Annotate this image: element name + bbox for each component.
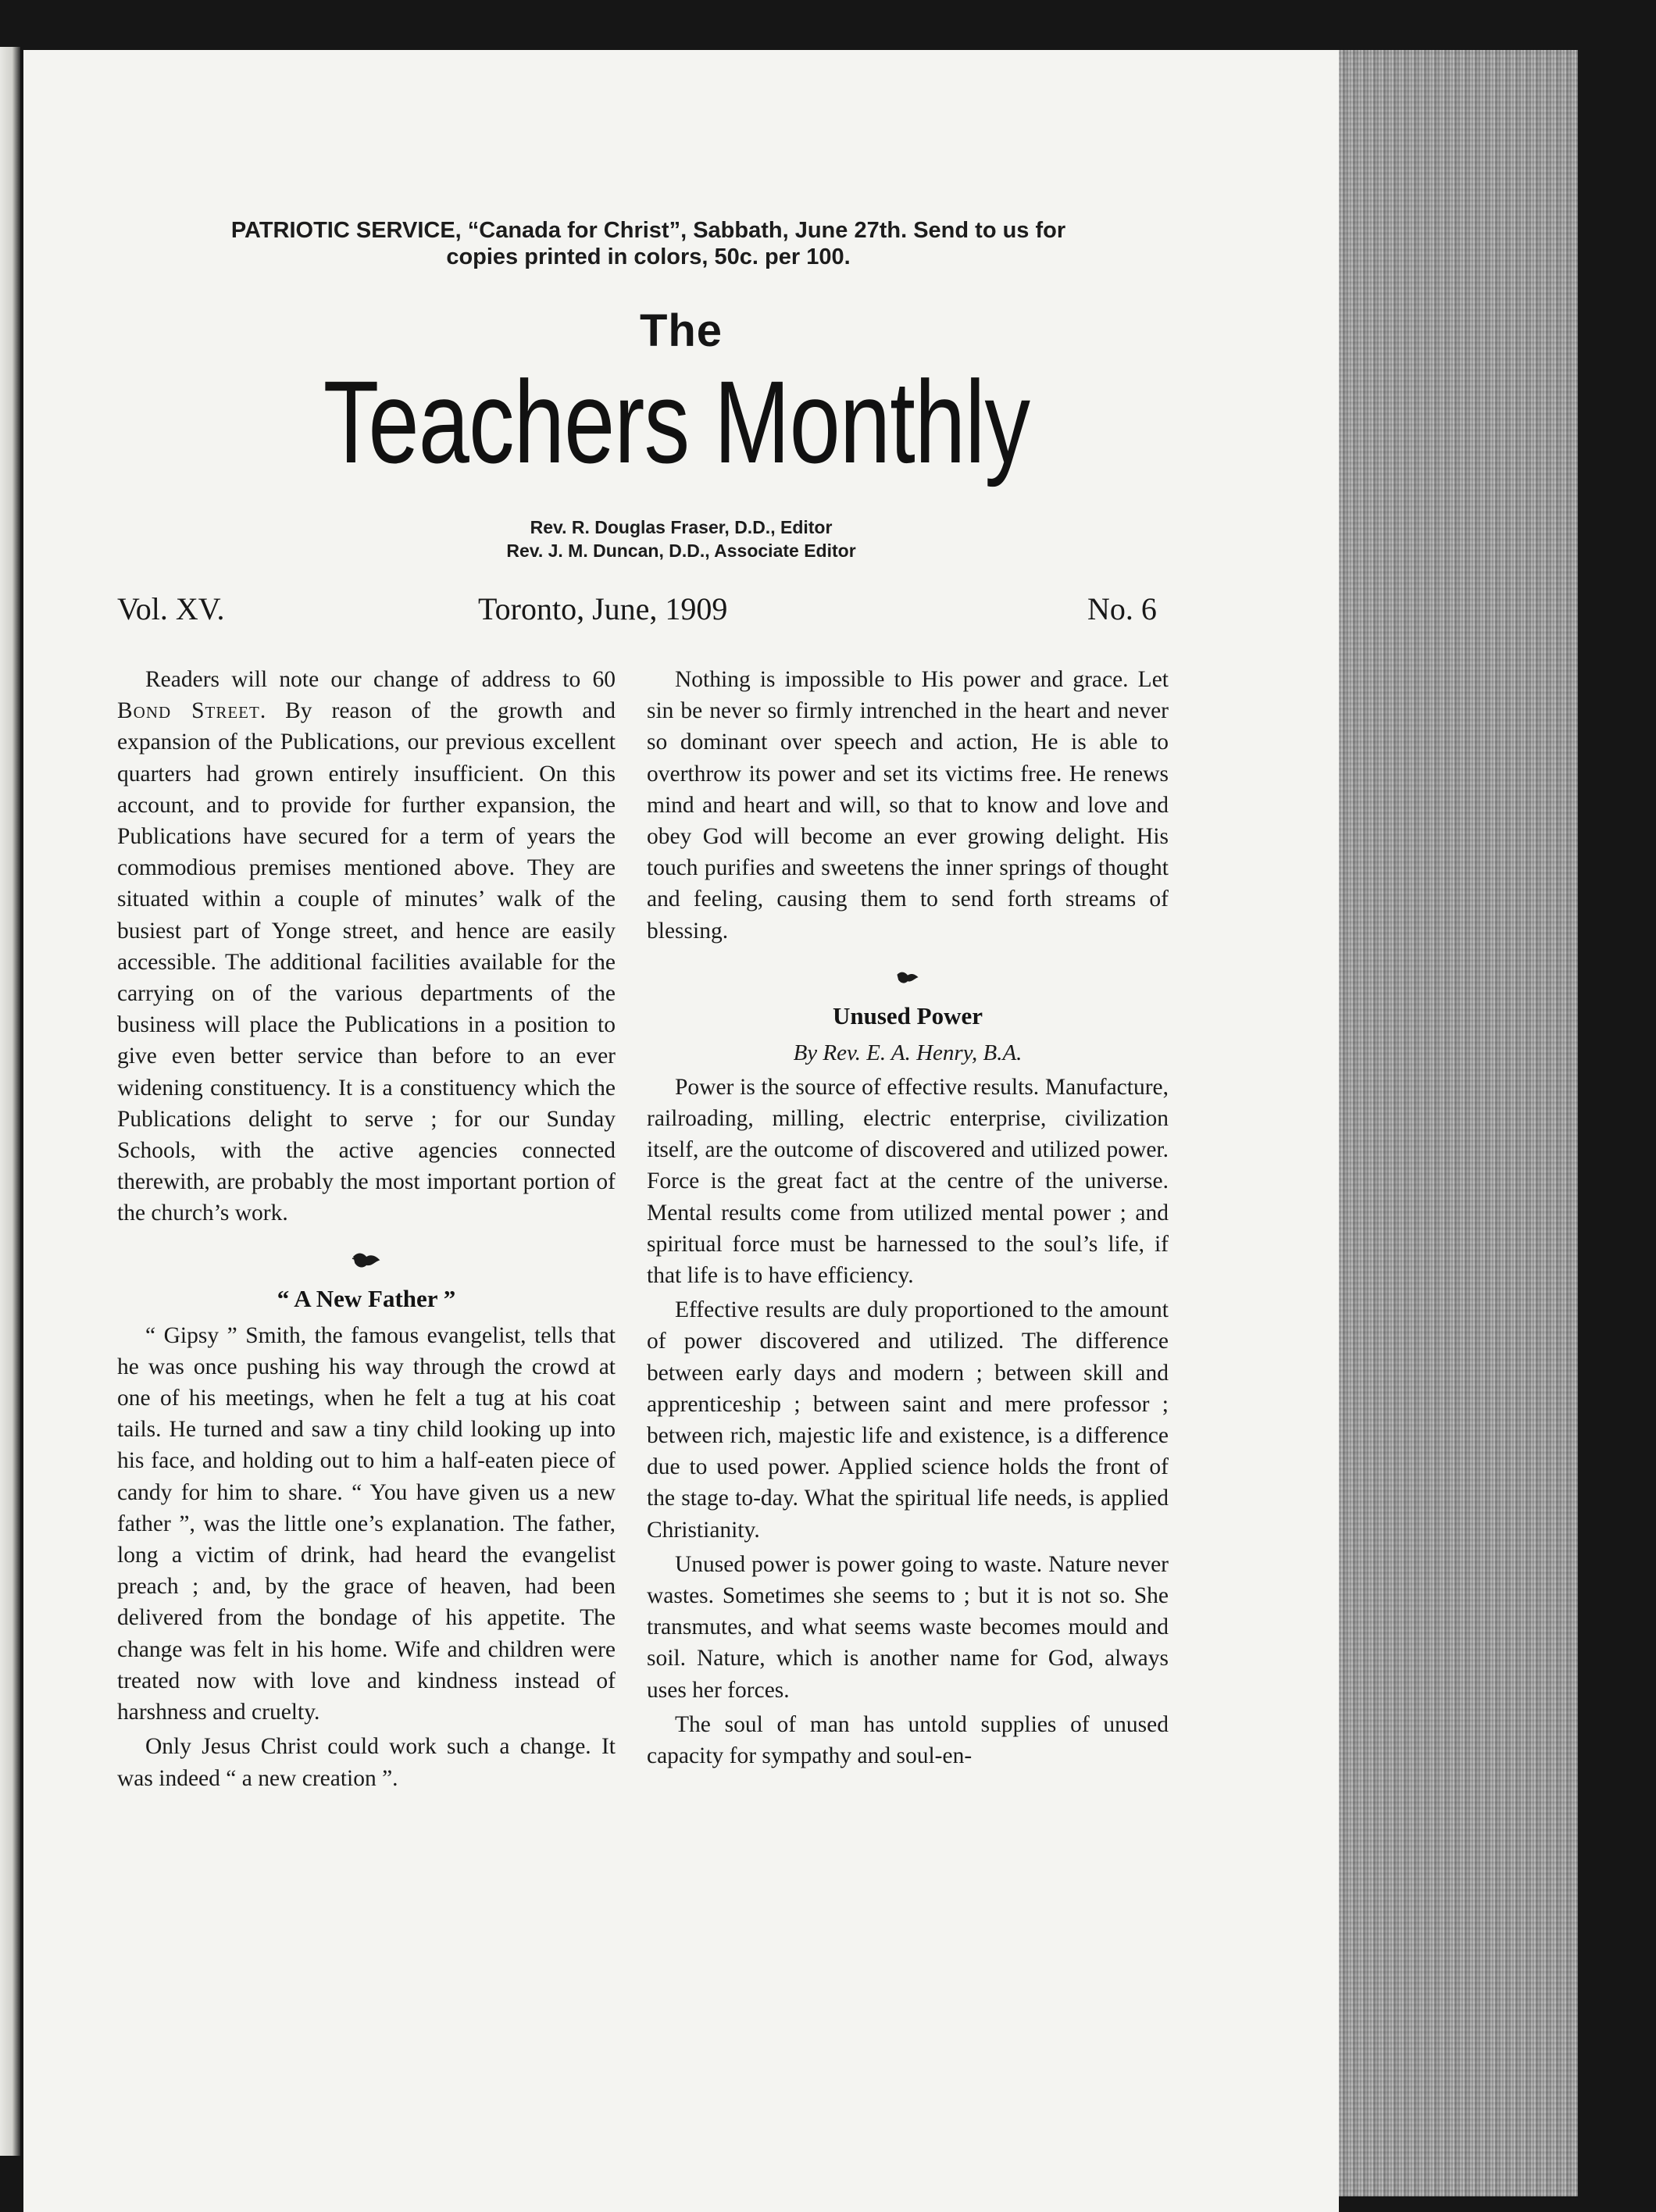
continuation-paragraph: Nothing is impossible to His power and grace. Let sin be never so firmly intrenched in the heart and never so dominant over speech and action, He is able to overthrow its power and set its victims free. He renews mind and heart and will, so that to know and love and obey God will become an ever growing delight. His touch purifies and sweetens the inner springs of thought and feeling, causing them to send forth streams of blessing. xyxy=(647,667,1169,944)
volume-label: Vol. XV. xyxy=(117,591,225,626)
address-change-paragraph xyxy=(117,664,616,1229)
associate-editor-line: Rev. J. M. Duncan, D.D., Associate Editor xyxy=(506,541,856,561)
fleuron-ornament-icon xyxy=(647,958,1169,995)
right-column xyxy=(647,664,1169,1771)
unused-power-heading: Unused Power xyxy=(832,1001,983,1029)
new-father-closing: Only Jesus Christ could work such a change. It was indeed “ a new creation ”. xyxy=(117,1734,616,1791)
left-column xyxy=(117,664,616,1794)
patriotic-service-notice xyxy=(117,217,1180,270)
new-father-story: “ Gipsy ” Smith, the famous evangelist, tells that he was once pushing his way through the crowd at one of his meetings, when he felt a tug at his coat tails. He turned and saw a tiny child looking up into his face, and holding out to him a half-eaten piece of candy for him to share. “ You have given us a new father ”, was the little one’s explanation. The father, long a victim of drink, had heard the evangelist preach ; and, by the grace of heaven, had been delivered from the bondage of his appetite. The change was felt in his home. Wife and children were treated now with love and kindness instead of harshness and cruelty. xyxy=(117,1322,616,1725)
fleuron-ornament-icon xyxy=(117,1240,616,1278)
unused-power-paragraph-3: Unused power is power going to waste. Nature never wastes. Sometimes she seems to ; but it is not so. She transmutes, and what seems waste becomes mould and soil. Nature, which is another name for God, always uses her forces. xyxy=(647,1551,1169,1703)
address-text-start: Readers will note our change of address to 60 xyxy=(145,667,616,692)
place-date-label: Toronto, June, 1909 xyxy=(478,591,728,626)
new-father-heading: “ A New Father ” xyxy=(277,1284,456,1312)
unused-power-paragraph-4: The soul of man has untold supplies of unused capacity for sympathy and soul-en- xyxy=(647,1711,1169,1769)
editors-block xyxy=(23,516,1339,562)
previous-page-edge xyxy=(0,47,20,2156)
masthead-the: The xyxy=(639,305,723,356)
issue-number-label: No. 6 xyxy=(1087,591,1157,626)
address-text-rest: . By reason of the growth and expansion of the Publications, our previous excellent quarters had grown entirely insufficient. On this account, and to provide for further expansion, the Publications have secured for a term of years the commodious premises mentioned above. They are situated within a couple of minutes’ walk of the busiest part of Yonge street, and hence are easily accessible. The additional facilities available for the carrying on of the various departments of the business will place the Publications in a position to give even better service than before to an ever widening constituency. It is a constituency which the Publications delight to serve ; for our Sunday Schools, with the active agencies connected therewith, are probably the most important portion of the church’s work. xyxy=(117,698,616,1226)
unused-power-paragraph-2: Effective results are duly proportioned to the amount of power discovered and utilized. The difference between early days and modern ; between skill and apprenticeship ; between saint and mere professor ; between rich, majestic life and existence, is a difference due to used power. Applied science holds the front of the stage to-day. What the spiritual life needs, is applied Christianity. xyxy=(647,1297,1169,1543)
notice-line-2: copies printed in colors, 50c. per 100. xyxy=(446,244,851,269)
unused-power-byline: By Rev. E. A. Henry, B.A. xyxy=(793,1040,1023,1065)
editor-line: Rev. R. Douglas Fraser, D.D., Editor xyxy=(530,517,833,537)
notice-line-1: PATRIOTIC SERVICE, “Canada for Christ”, Sabbath, June 27th. Send to us for xyxy=(230,218,1066,243)
unused-power-paragraph-1: Power is the source of effective results. Manufacture, railroading, milling, electric enterprise, civilization itself, are the outcome of discovered and utilized power. Force is the great fact at the centre of the universe. Mental results come from utilized mental power ; and spiritual force must be harnessed to the soul’s life, if that life is to have efficiency. xyxy=(647,1074,1169,1289)
page-stack-edge xyxy=(1339,50,1578,2196)
masthead-title: Teachers Monthly xyxy=(323,356,1030,487)
address-street: Bond Street xyxy=(117,698,260,724)
